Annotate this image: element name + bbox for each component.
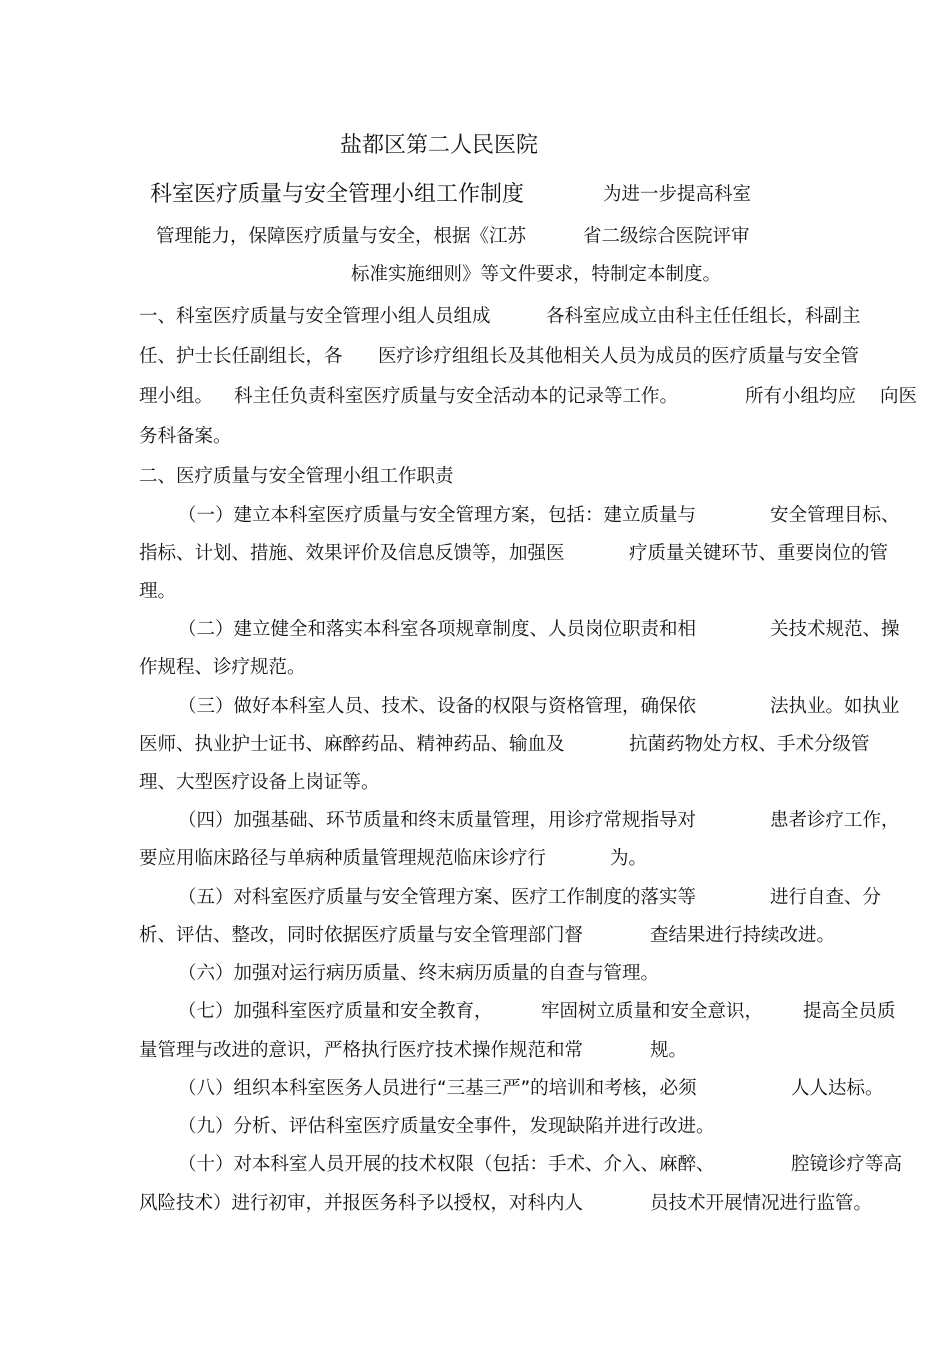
list-item-text: （三）做好本科室人员、技术、设备的权限与资格管理，确保依 [178, 696, 697, 717]
list-item-text: 查结果进行持续改进。 [650, 925, 836, 946]
list-item-text: （十）对本科室人员开展的技术权限（包括：手术、介入、麻醉、 [178, 1154, 715, 1175]
list-item-text: 进行自查、分 [770, 887, 882, 908]
paragraph-text: 各科室应成立由科主任任组长，科副主 [546, 306, 861, 327]
list-item-text: 为。 [610, 848, 648, 869]
list-item-text: 指标、计划、措施、效果评价及信息反馈等，加强医 [139, 543, 565, 564]
intro-text: 省二级综合医院评审 [583, 226, 750, 247]
paragraph-text: 理小组。 [139, 386, 214, 407]
list-item-text: 腔镜诊疗等高 [791, 1154, 903, 1175]
intro-text: 管理能力，保障医疗质量与安全，根据《江苏 [156, 226, 527, 247]
list-item-text: （九）分析、评估科室医疗质量安全事件，发现缺陷并进行改进。 [178, 1116, 715, 1137]
paragraph-text: 医疗诊疗组组长及其他相关人员为成员的医疗质量与安全管 [378, 346, 860, 367]
list-item-text: 作规程、诊疗规范。 [139, 657, 306, 678]
list-item-text: 法执业。如执业 [770, 696, 900, 717]
intro-text: 标准实施细则》等文件要求，特制定本制度。 [351, 264, 722, 285]
list-item-text: （二）建立健全和落实本科室各项规章制度、人员岗位职责和相 [178, 619, 697, 640]
list-item-text: 理。 [139, 581, 177, 602]
paragraph-text: 所有小组均应 [745, 386, 857, 407]
paragraph-text: 任、护士长任副组长，各 [139, 346, 343, 367]
list-item-text: （一）建立本科室医疗质量与安全管理方案，包括：建立质量与 [178, 505, 697, 526]
list-item-text: （八）组织本科室医务人员进行“三基三严”的培训和考核，必须 [178, 1078, 697, 1099]
list-item-text: 要应用临床路径与单病种质量管理规范临床诊疗行 [139, 848, 547, 869]
list-item-text: （六）加强对运行病历质量、终末病历质量的自查与管理。 [178, 963, 660, 984]
list-item-text: （四）加强基础、环节质量和终末质量管理，用诊疗常规指导对 [178, 810, 697, 831]
list-item-text: 提高全员质 [803, 1001, 896, 1022]
list-item-text: 员技术开展情况进行监管。 [650, 1193, 873, 1214]
list-item-text: 关技术规范、操 [770, 619, 900, 640]
list-item-text: （七）加强科室医疗质量和安全教育， [178, 1001, 493, 1022]
list-item-text: 疗质量关键环节、重要岗位的管 [629, 543, 889, 564]
list-item-text: 理、大型医疗设备上岗证等。 [139, 772, 380, 793]
list-item-text: 风险技术）进行初审，并报医务科予以授权，对科内人 [139, 1193, 584, 1214]
list-item-text: 患者诊疗工作， [770, 810, 900, 831]
list-item-text: 规。 [650, 1040, 688, 1061]
list-item-text: （五）对科室医疗质量与安全管理方案、医疗工作制度的落实等 [178, 887, 697, 908]
section-heading: 二、医疗质量与安全管理小组工作职责 [139, 466, 454, 487]
list-item-text: 析、评估、整改，同时依据医疗质量与安全管理部门督 [139, 925, 584, 946]
list-item-text: 抗菌药物处方权、手术分级管 [629, 734, 870, 755]
paragraph-text: 科主任负责科室医疗质量与安全活动本的记录等工作。 [234, 386, 679, 407]
list-item-text: 医师、执业护士证书、麻醉药品、精神药品、输血及 [139, 734, 565, 755]
document-title: 科室医疗质量与安全管理小组工作制度 [150, 182, 525, 207]
hospital-name: 盐都区第二人民医院 [340, 133, 539, 158]
list-item-text: 安全管理目标、 [770, 505, 900, 526]
intro-text: 为进一步提高科室 [603, 184, 752, 205]
list-item-text: 牢固树立质量和安全意识， [541, 1001, 764, 1022]
paragraph-text: 向医 [880, 386, 918, 407]
list-item-text: 人人达标。 [791, 1078, 884, 1099]
list-item-text: 量管理与改进的意识，严格执行医疗技术操作规范和常 [139, 1040, 584, 1061]
paragraph-text: 务科备案。 [139, 426, 232, 447]
section-heading: 一、科室医疗质量与安全管理小组人员组成 [139, 306, 491, 327]
